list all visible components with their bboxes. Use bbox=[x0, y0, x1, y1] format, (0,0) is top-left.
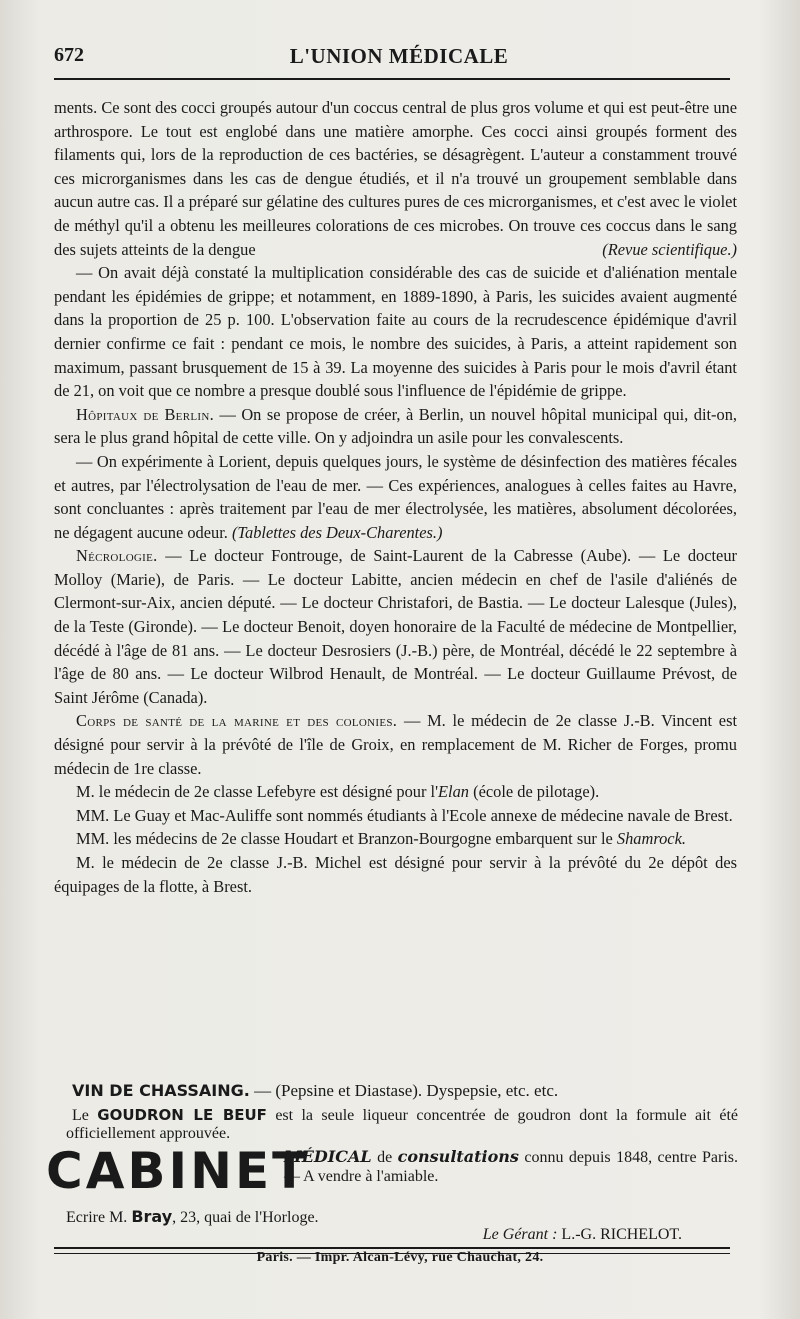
header-rule bbox=[54, 78, 730, 80]
running-title: L'UNION MÉDICALE bbox=[289, 44, 509, 68]
page-number: 672 bbox=[54, 44, 84, 66]
ad-vin-chassaing: VIN DE CHASSAING. — (Pepsine et Diastase). Dyspepsie, etc. etc. bbox=[72, 1081, 559, 1100]
paragraph-lefebyre: M. le médecin de 2e classe Lefebyre est désigné pour l'Elan (école de pilotage). bbox=[76, 782, 600, 802]
paragraph-dengue: ments. Ce sont des cocci groupés autour d'un coccus central de plus gros volume et qui est peut-être une arthrospore. Le tout est englobé dans une matière amorphe. Ces cocci ainsi groupés forment des filaments qui, lors de la reproduction de ces bactéries, se désagrègent. L'auteur a constamment trouvé ces microrganismes dans les cas de dengue étudiés, et il n'a trouvé un groupement semblable dans aucun autre cas. Il a préparé sur gélatine des cultures pures de ces microrganismes, et c'est avec le violet de méthyl qu'il a obtenu les meilleures colorations de ces microbes. On trouve ces coccus dans le sang des sujets atteints de la dengue (Revue scientifique.) bbox=[54, 96, 737, 261]
cabinet-address: Ecrire M. Bray, 23, quai de l'Horloge. bbox=[66, 1207, 319, 1226]
article-body bbox=[54, 96, 737, 898]
source-citation: (Tablettes des Deux-Charentes.) bbox=[231, 522, 443, 542]
footer-rule bbox=[54, 1247, 730, 1249]
paragraph-michel: M. le médecin de 2e classe J.-B. Michel est désigné pour servir à la prévôté du 2e dépôt des équipages de la flotte, à Brest. bbox=[54, 853, 737, 896]
paragraph-guay: MM. Le Guay et Mac-Auliffe sont nommés étudiants à l'Ecole annexe de médecine navale de Brest. bbox=[76, 805, 733, 825]
paragraph-necrologie: Nécrologie. — Le docteur Fontrouge, de Saint-Laurent de la Cabresse (Aube). — Le docteur Molloy (Marie), de Paris. — Le docteur Labitte, ancien médecin en chef de l'asile d'aliénés de Clermont-sur-Aix, ancien député. — Le docteur Christafori, de Bastia. — Le docteur Lalesque (Jules), de la Teste (Gironde). — Le docteur Benoit, doyen honoraire de la Faculté de médecine de Montpellier, décédé à l'âge de 81 ans. — Le docteur Desrosiers (J.-B.) père, de Montréal, décédé le 22 septembre à l'âge de 80 ans. — Le docteur Wilbrod Henault, de Montréal. — Le docteur Guillaume Prévost, de Saint Jérôme (Canada). bbox=[54, 546, 737, 707]
paragraph-berlin: Hôpitaux de Berlin. — On se propose de créer, à Berlin, un nouvel hôpital municipal qui, dit-on, sera le plus grand hôpital de cette ville. On y adjoindra un asile pour les convalescents. bbox=[54, 404, 737, 448]
paragraph-suicides: — On avait déjà constaté la multiplication considérable des cas de suicide et d'aliénation mentale pendant les épidémies de grippe; et notamment, en 1889-1890, à Paris, les suicides avaient augmenté dans la proportion de 25 p. 100. L'observation faite au cours de la recrudescence épidémique d'avril dernier confirme ce fait : pendant ce mois, le nombre des suicides, à Paris, a atteint rapidement son maximum, passant brusquement de 15 à 39. La moyenne des suicides à Paris pour le mois d'avril étant de 21, on voit que ce nombre a presque doublé sous l'influence de l'épidémie de grippe. bbox=[54, 263, 737, 401]
section-heading: Corps de santé de la marine et des colonies. bbox=[76, 711, 398, 731]
ad-cabinet bbox=[46, 1142, 738, 1205]
paragraph-lorient: — On expérimente à Lorient, depuis quelques jours, le système de désinfection des matières fécales et autres, par l'électrolysation de l'eau de mer. — Ces expériences, analogues à celles faites au Havre, sont concluantes : après traitement par l'eau de mer électrolysée, les matières, absolument décolorées, ne dégagent aucune odeur. (Tablettes des Deux-Charentes.) bbox=[54, 451, 737, 542]
section-heading: Nécrologie. bbox=[76, 546, 158, 566]
cabinet-text: MÉDICAL de consultations connu depuis 1848, centre Paris. — A vendre à l'amiable. bbox=[284, 1147, 738, 1185]
ad-goudron: Le GOUDRON LE BEUF est la seule liqueur concentrée de goudron dont la formule ait été officiellement approuvée. bbox=[66, 1106, 739, 1142]
gerant-signature: Le Gérant : L.-G. RICHELOT. bbox=[482, 1226, 682, 1243]
source-citation: (Revue scientifique.) bbox=[602, 239, 737, 259]
imprint-line: Paris. — Impr. Alcan-Lévy, rue Chauchat, 24. bbox=[256, 1250, 544, 1265]
advertisements bbox=[46, 1080, 739, 1228]
page-header bbox=[54, 44, 744, 74]
cabinet-heading: CABINET bbox=[46, 1142, 310, 1200]
paragraph-houdart: MM. les médecins de 2e classe Houdart et Branzon-Bourgogne embarquent sur le Shamrock. bbox=[76, 829, 686, 849]
paragraph-corps-sante: Corps de santé de la marine et des colonies. — M. le médecin de 2e classe J.-B. Vincent est désigné pour servir à la prévôté de l'île de Groix, en remplacement de M. Richer de Forges, promu médecin de 1re classe. bbox=[54, 711, 737, 778]
section-heading: Hôpitaux de Berlin. bbox=[76, 404, 214, 424]
